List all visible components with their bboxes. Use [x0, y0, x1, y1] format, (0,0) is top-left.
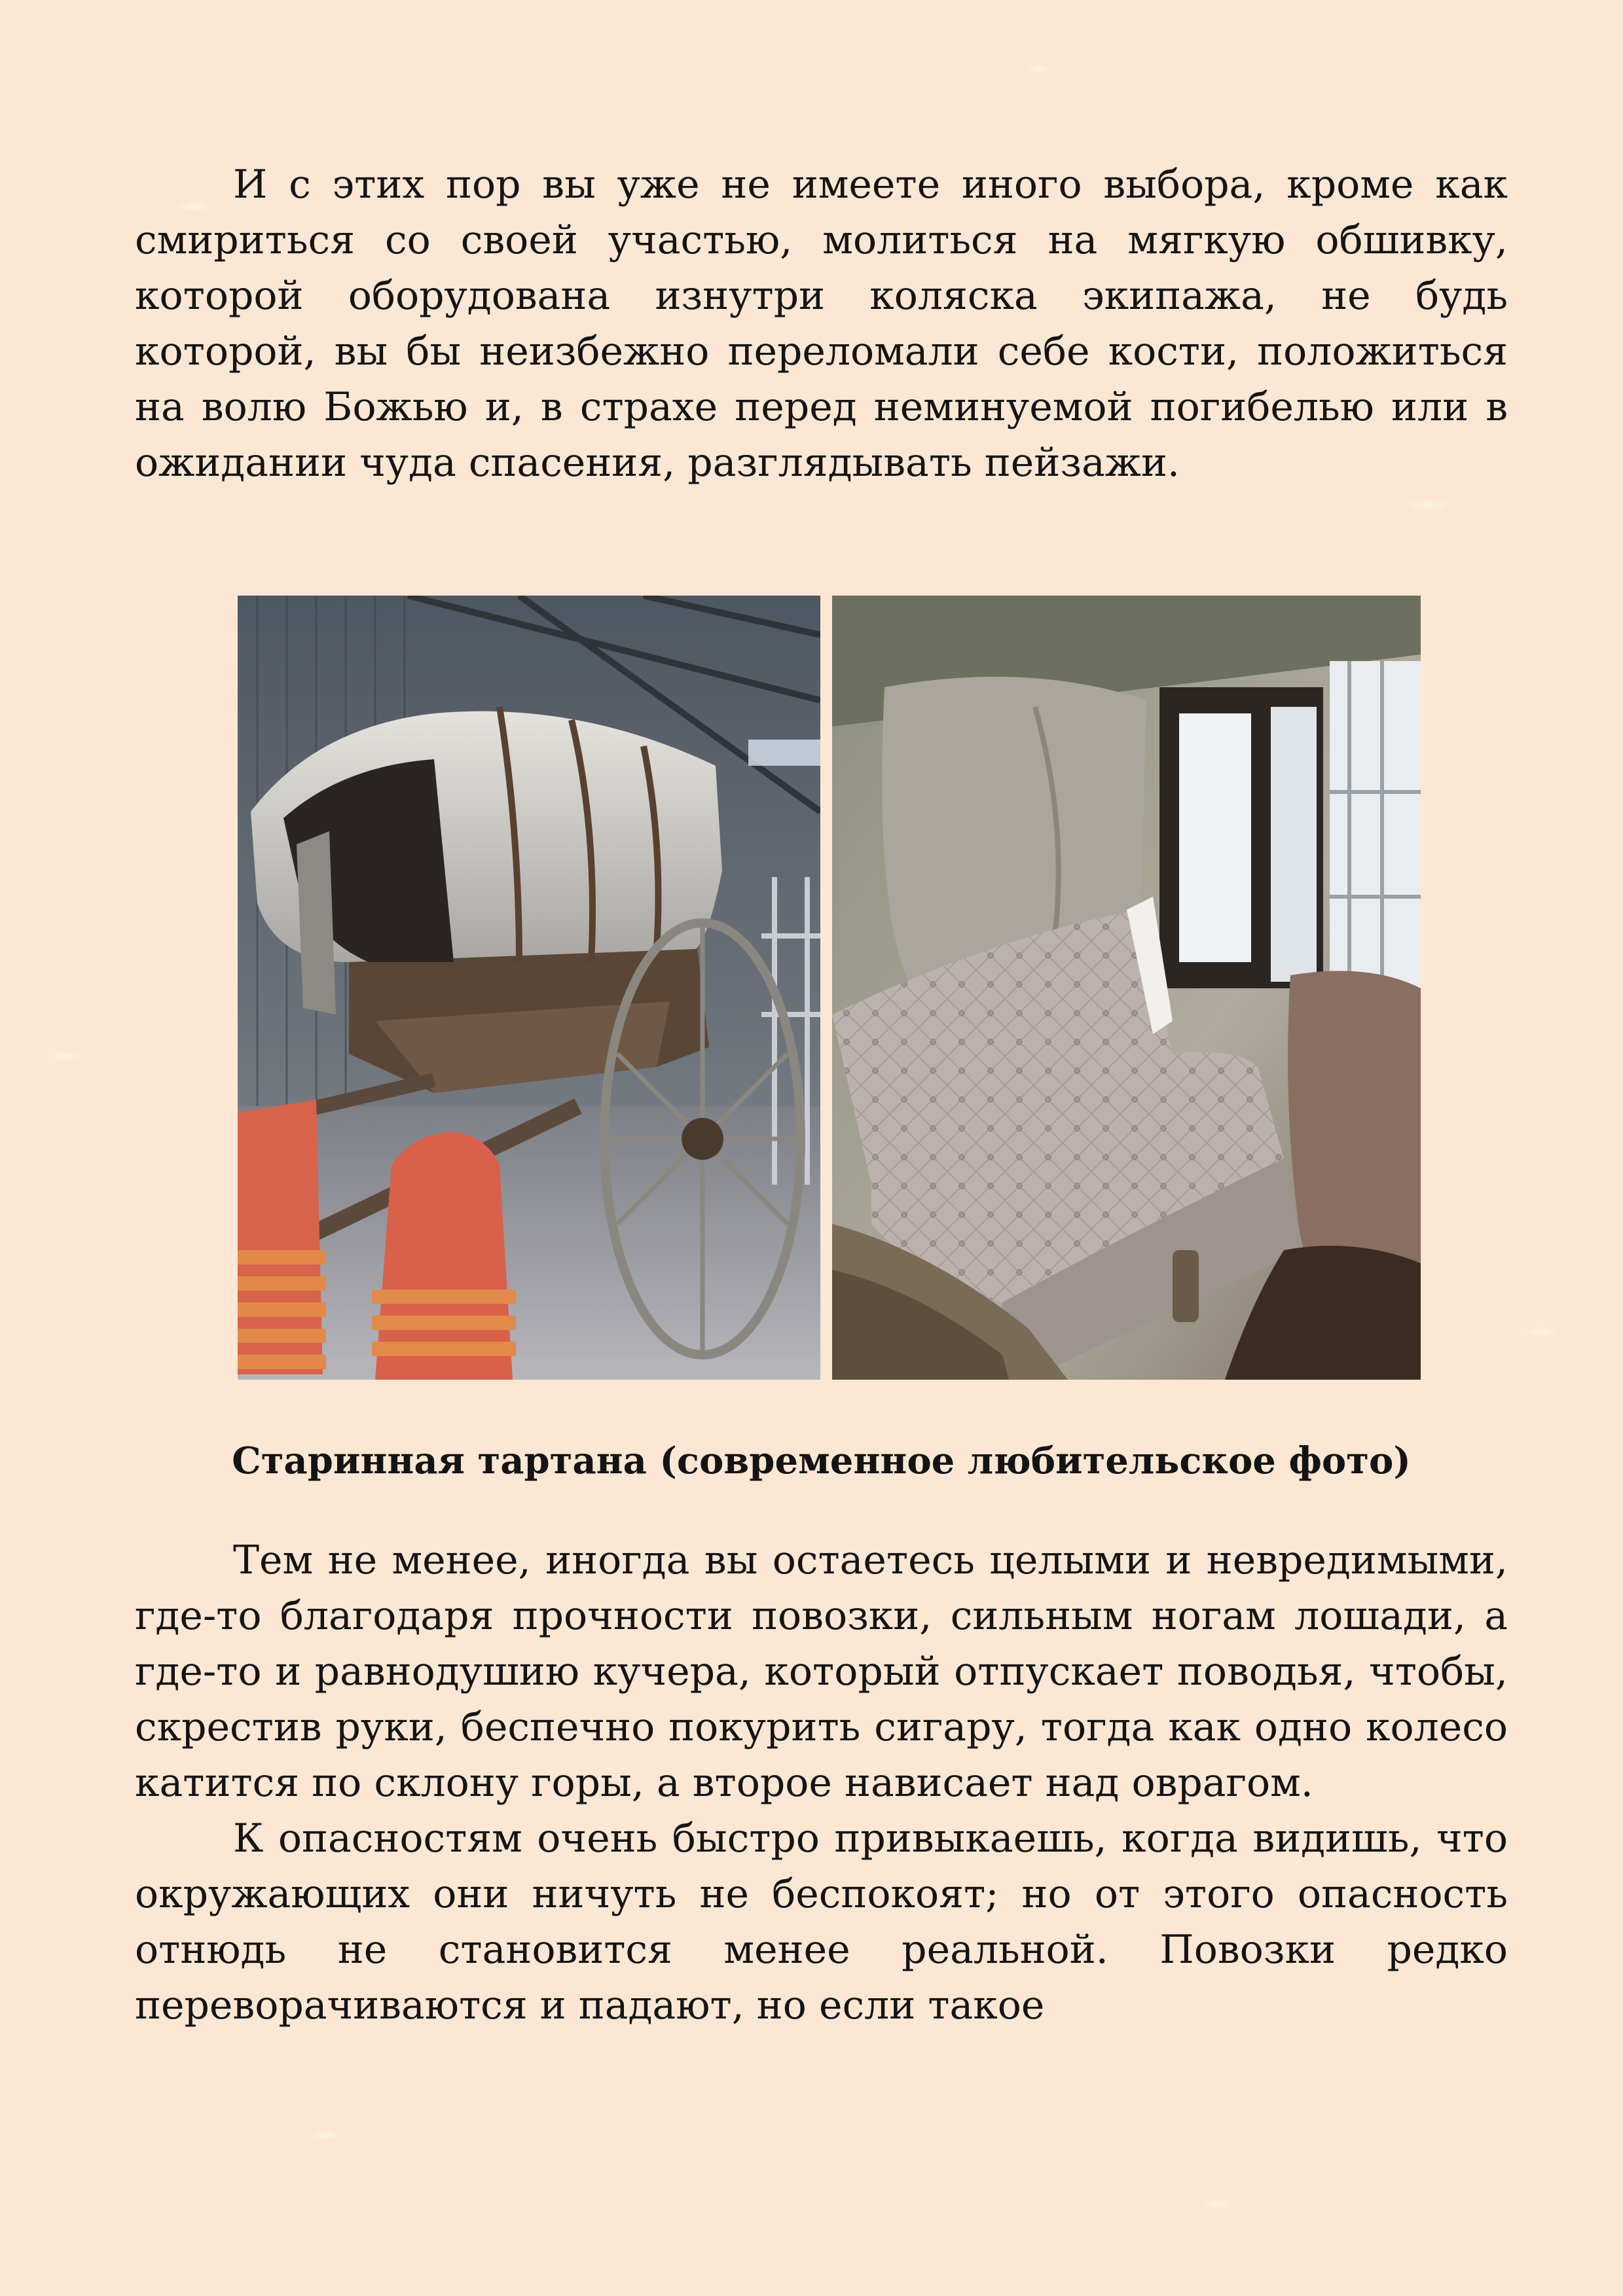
covered-cart-photo: [238, 596, 820, 1380]
paragraph: К опасностям очень быстро привыкаешь, когда видишь, что окружающих они ничуть не беспокоят; но от этого опасность отнюдь не становится менее реальной. Повозки редко переворачиваются и падают, но если такое: [135, 1816, 1508, 2028]
text-block-top: [135, 157, 1508, 491]
photo-caption: Старинная тартана (современное любительское фото): [232, 1439, 1411, 1482]
paragraph: Тем не менее, иногда вы остаетесь целыми и невредимыми, где-то благодаря прочности повозки, сильным ногам лошади, а где-то и равнодушию кучера, который отпускает поводья, чтобы, скрестив руки, беспечно покурить сигару, тогда как одно колесо катится по склону горы, а второе нависает над оврагом.: [135, 1537, 1508, 1806]
paragraph: И с этих пор вы уже не имеете иного выбора, кроме как смириться со своей участью, молиться на мягкую обшивку, которой оборудована изнутри коляска экипажа, не будь которой, вы бы неизбежно переломали себе кости, положиться на волю Божью и, в страхе перед неминуемой погибелью или в ожидании чуда спасения, разглядывать пейзажи.: [135, 162, 1508, 486]
carriage-interior-photo: [832, 596, 1421, 1380]
text-block-bottom: [135, 1533, 1508, 2034]
